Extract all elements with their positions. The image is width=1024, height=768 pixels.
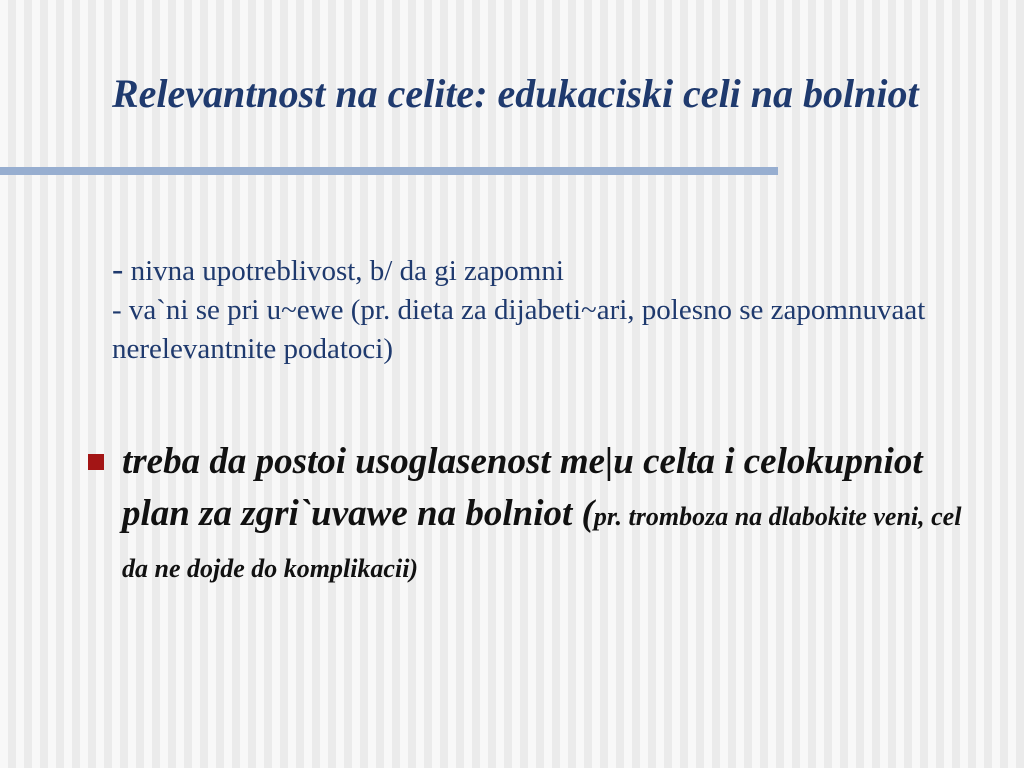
subtext-line-2: - va`ni se pri u~ewe (pr. dieta za dijabeti~ari, polesno se zapomnuvaat nerelevantnite podatoci) — [112, 294, 926, 365]
bullet-text — [122, 436, 986, 592]
slide-title: Relevantnost na celite: edukaciski celi na bolniot — [112, 71, 919, 116]
subtext-line-1 — [112, 250, 992, 291]
subtext-block — [112, 250, 992, 369]
title-underline — [0, 167, 778, 175]
bullet-item — [86, 436, 986, 592]
subtext-line-1-text: nivna upotreblivost, b/ da gi zapomni — [123, 255, 564, 287]
subtext-dash: - — [112, 251, 124, 288]
square-bullet-icon — [88, 454, 104, 470]
bullet-small-text: pr. tromboza na dlabokite veni, cel da ne dojde do komplikacii) — [122, 502, 962, 583]
bullet-main-text: treba da postoi usoglasenost me|u celta i celokupniot plan za zgri`uvawe na bolniot ( — [122, 441, 923, 534]
